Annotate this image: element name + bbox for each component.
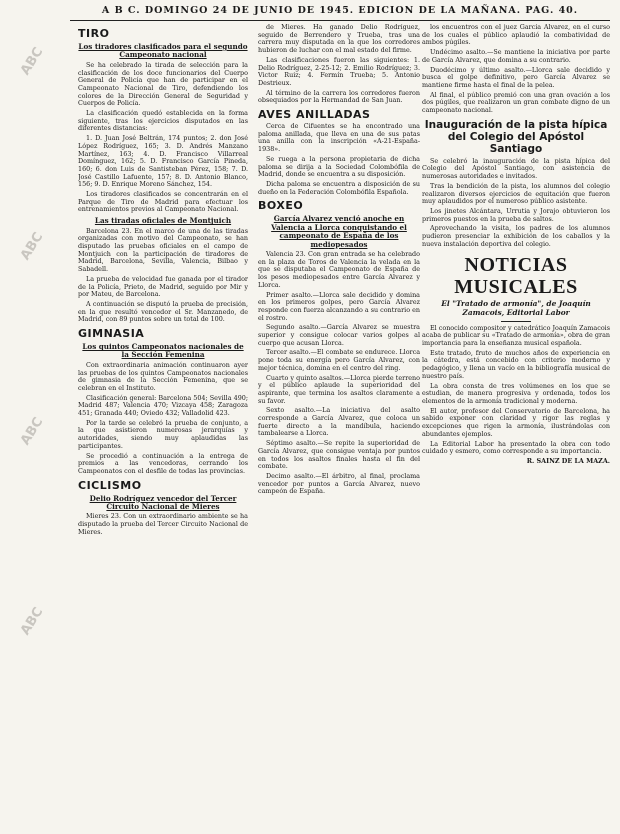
- paragraph: Se ruega a la persona propietaria de dicha paloma se dirija a la Sociedad Colombófila de Madrid, donde se encuentra a su disposición.: [258, 154, 420, 179]
- section-title-ciclismo: CICLISMO: [78, 478, 142, 492]
- watermark-stamp: ABC: [17, 414, 47, 448]
- paragraph: Tercer asalto.—El combate se endurece. Llorca pone toda su energía pero García Alvarez, con mejor técnica, domina en el centro del ring.: [258, 348, 420, 372]
- paragraph: Segundo asalto.—García Alvarez se muestra superior y consigue colocar varios golpes al cuerpo que acusan Llorca.: [258, 323, 420, 347]
- watermark-stamp: ABC: [17, 604, 47, 638]
- watermark-stamp: ABC: [17, 229, 47, 263]
- section-title-aves: AVES ANILLADAS: [258, 108, 371, 122]
- headline-hipica: Inauguración de la pista hípica del Colegio del Apóstol Santiago: [424, 118, 608, 155]
- section-title-boxeo: BOXEO: [258, 199, 304, 213]
- paragraph: Valencia 23. Con gran entrada se ha celebrado en la plaza de Toros de Valencia la velada en la que se disputaba el Campeonato de España de los pesos mediopesados entre García Alvarez y Llorca.: [258, 249, 420, 289]
- column-2: [258, 24, 420, 830]
- headline-tiro: Los tiradores clasificados para el segundo Campeonato nacional: [78, 42, 248, 60]
- paragraph: Con extraordinaria animación continuaron ayer las pruebas de los quintos Campeonatos nacionales de gimnasia de la Sección Femenina, que se celebran en el Instituto.: [78, 360, 248, 392]
- section-title-musica: NOTICIAS MUSICALES: [454, 254, 578, 299]
- paragraph: A continuación se disputó la prueba de precisión, en la que resultó vencedor el Sr. Manzanedo, de Madrid, con 89 puntos sobre un total de 100.: [78, 299, 248, 324]
- paragraph: Las clasificaciones fueron las siguientes: 1. Delio Rodríguez, 2-25-12; 2. Emilio Rodríguez; 3. Victor Ruiz; 4. Fermín Trueba; 5. Antonio Destrieux.: [258, 55, 420, 87]
- paragraph: Primer asalto.—Llorca sale decidido y domina en los primeros golpes, pero García Alvarez responde con fuerza alcanzando a su contrario en el rostro.: [258, 290, 420, 322]
- paragraph: Dicha paloma se encuentra a disposición de su dueño en la Federación Colombófila Española.: [258, 179, 420, 196]
- paragraph: 1. D. Juan José Beltrán, 174 puntos; 2. don José López Rodríguez, 165; 3. D. Andrés Manzano Martínez, 163; 4. D. Francisco Villarreal Domínguez, 162; 5. D. Francisco García Pineda, 160; 6. don Luis de Santisteban Pérez, 158; 7. D. José Castillo Lafuente, 157; 8. D. Antonio Blanco, 156; 9. D. Enrique Moreno Sánchez, 154.: [78, 134, 248, 189]
- paragraph: Se ha celebrado la tirada de selección para la clasificación de los doce funcionarios del Cuerpo General de Policía que han de participar en el Campeonato Nacional de Tiro, defendiendo los colores de la Dirección General de Seguridad y Cuerpos de Policía.: [78, 60, 248, 108]
- column-3: [422, 24, 610, 830]
- paragraph: Aprovechando la visita, los padres de los alumnos pudieron presenciar la exhibición de los caballos y la nueva instalación deportiva del colegio.: [422, 224, 610, 248]
- divider: [501, 321, 531, 322]
- paragraph: Cuarto y quinto asaltos.—Llorca pierde terreno y el público aplaude la superioridad del aspirante, que termina los asaltos claramente a su favor.: [258, 373, 420, 405]
- signature: R. SAINZ DE LA MAZA.: [526, 456, 610, 465]
- headline-boxeo: García Alvarez venció anoche en Valencia a Llorca conquistando el campeonato de España de los mediopesados: [271, 214, 407, 249]
- paragraph: Clasificación general: Barcelona 504; Sevilla 490; Madrid 487; Valencia 470; Vizcaya 458; Zaragoza 451; Granada 440; Oviedo 432; Valladolid 423.: [78, 393, 248, 418]
- paragraph: Al final, el público premió con una gran ovación a los dos púgiles, que realizaron un gran combate digno de un campeonato nacional.: [422, 90, 610, 115]
- paragraph: Duodécimo y último asalto.—Llorca sale decidido y busca el golpe definitivo, pero García Alvarez se mantiene firme hasta el final de la pelea.: [422, 65, 610, 89]
- headline-montjuich: Las tiradas oficiales de Montjuich: [94, 216, 232, 226]
- section-title-gimnasia: GIMNASIA: [78, 327, 145, 341]
- paragraph: La prueba de velocidad fue ganada por el tirador de la Policía, Prieto, de Madrid, seguido por Mir y por Mateu, de Barcelona.: [78, 274, 248, 299]
- paragraph: Sexto asalto.—La iniciativa del asalto corresponde a García Alvarez, que coloca un fuerte directo a la mandíbula, haciendo tambalearse a Llorca.: [258, 406, 420, 438]
- paragraph: Séptimo asalto.—Se repite la superioridad de García Alvarez, que consigue ventaja por puntos en todos los asaltos finales hasta el fin del combate.: [258, 439, 420, 471]
- paragraph: El conocido compositor y catedrático Joaquín Zamacois acaba de publicar su «Tratado de armonía», obra de gran importancia para la enseñanza musical española.: [422, 323, 610, 348]
- page-masthead: A B C. DOMINGO 24 DE JUNIO DE 1945. EDICION DE LA MAÑANA. PAG. 40.: [101, 5, 579, 16]
- paragraph: Se celebró la inauguración de la pista hípica del Colegio del Apóstol Santiago, con asistencia de numerosas autoridades e invitados.: [422, 156, 610, 181]
- paragraph: La Editorial Labor ha presentado la obra con todo cuidado y esmero, como corresponde a su importancia.: [422, 439, 610, 456]
- paragraph: Decimo asalto.—El árbitro, al final, proclama vencedor por puntos a García Alvarez, nuevo campeón de España.: [258, 471, 420, 496]
- headline-musica: El "Tratado de armonía", de Joaquín Zamacois, Editorial Labor: [441, 299, 591, 318]
- headline-gimnasia: Los quintos Campeonatos nacionales de la Sección Femenina: [82, 342, 244, 360]
- paragraph: los encuentros con el juez García Alvarez, en el curso de los cuales el público aplaudió la combatividad de ambos púgiles.: [422, 24, 610, 47]
- paragraph: Los jinetes Alcántara, Urrutia y Jorajo obtuvieron los primeros puestos en la prueba de saltos.: [422, 206, 610, 223]
- paragraph: de Mieres. Ha ganado Delio Rodríguez, seguido de Berrendero y Trueba, tras una carrera muy disputada en la que los corredores hubieron de luchar con el mal estado del firme.: [258, 24, 420, 55]
- paragraph: Tras la bendición de la pista, los alumnos del colegio realizaron diversos ejercicios de equitación que fueron muy aplaudidos por el numeroso público asistente.: [422, 181, 610, 206]
- headline-ciclismo: Delio Rodríguez vencedor del Tercer Circuito Nacional de Mieres: [89, 493, 237, 512]
- paragraph: La obra consta de tres volúmenes en los que se estudian, de manera progresiva y ordenada, todos los elementos de la armonía tradicional y moderna.: [422, 381, 610, 405]
- paragraph: Cerca de Cifuentes se ha encontrado una paloma anillada, que lleva en una de sus patas una anilla con la inscripción «A-21-España-1938».: [258, 122, 420, 154]
- section-title-tiro: TIRO: [78, 27, 110, 40]
- paragraph: Al término de la carrera los corredores fueron obsequiados por la Hermandad de San Juan.: [258, 88, 420, 105]
- watermark-stamp: ABC: [17, 44, 47, 78]
- paragraph: Barcelona 23. En el marco de una de las tiradas organizadas con motivo del Campeonato, se han disputado las pruebas oficiales en el campo de Montjuich con la participación de tiradores de Madrid, Barcelona, Sevilla, Valencia, Bilbao y Sabadell.: [78, 226, 248, 274]
- paragraph: La clasificación quedó establecida en la forma siguiente, tras los ejercicios disputados en las diferentes distancias:: [78, 109, 248, 133]
- paragraph: Por la tarde se celebró la prueba de conjunto, a la que asistieron numerosas jerarquías y autoridades, siendo muy aplaudidas las participantes.: [78, 418, 248, 450]
- paragraph: Este tratado, fruto de muchos años de experiencia en la cátedra, está concebido con criterio moderno y pedagógico, y llena un vacío en la bibliografía musical de nuestro país.: [422, 348, 610, 380]
- paragraph: Mieres 23. Con un extraordinario ambiente se ha disputado la prueba del Tercer Circuito Nacional de Mieres.: [78, 512, 248, 536]
- paragraph: El autor, profesor del Conservatorio de Barcelona, ha sabido exponer con claridad y rigor las reglas y excepciones que rigen la armonía, ilustrándolas con abundantes ejemplos.: [422, 406, 610, 438]
- paragraph: Undécimo asalto.—Se mantiene la iniciativa por parte de García Alvarez, que domina a su contrario.: [422, 48, 610, 64]
- paragraph: Los tiradores clasificados se concentrarán en el Parque de Tiro de Madrid para efectuar los entrenamientos previos al Campeonato Nacional.: [78, 190, 248, 214]
- paragraph: Se procedió a continuación a la entrega de premios a las vencedoras, cerrando los Campeonatos con el desfile de todas las provincias.: [78, 451, 248, 475]
- masthead-rule: [70, 20, 610, 21]
- column-1: [78, 24, 248, 830]
